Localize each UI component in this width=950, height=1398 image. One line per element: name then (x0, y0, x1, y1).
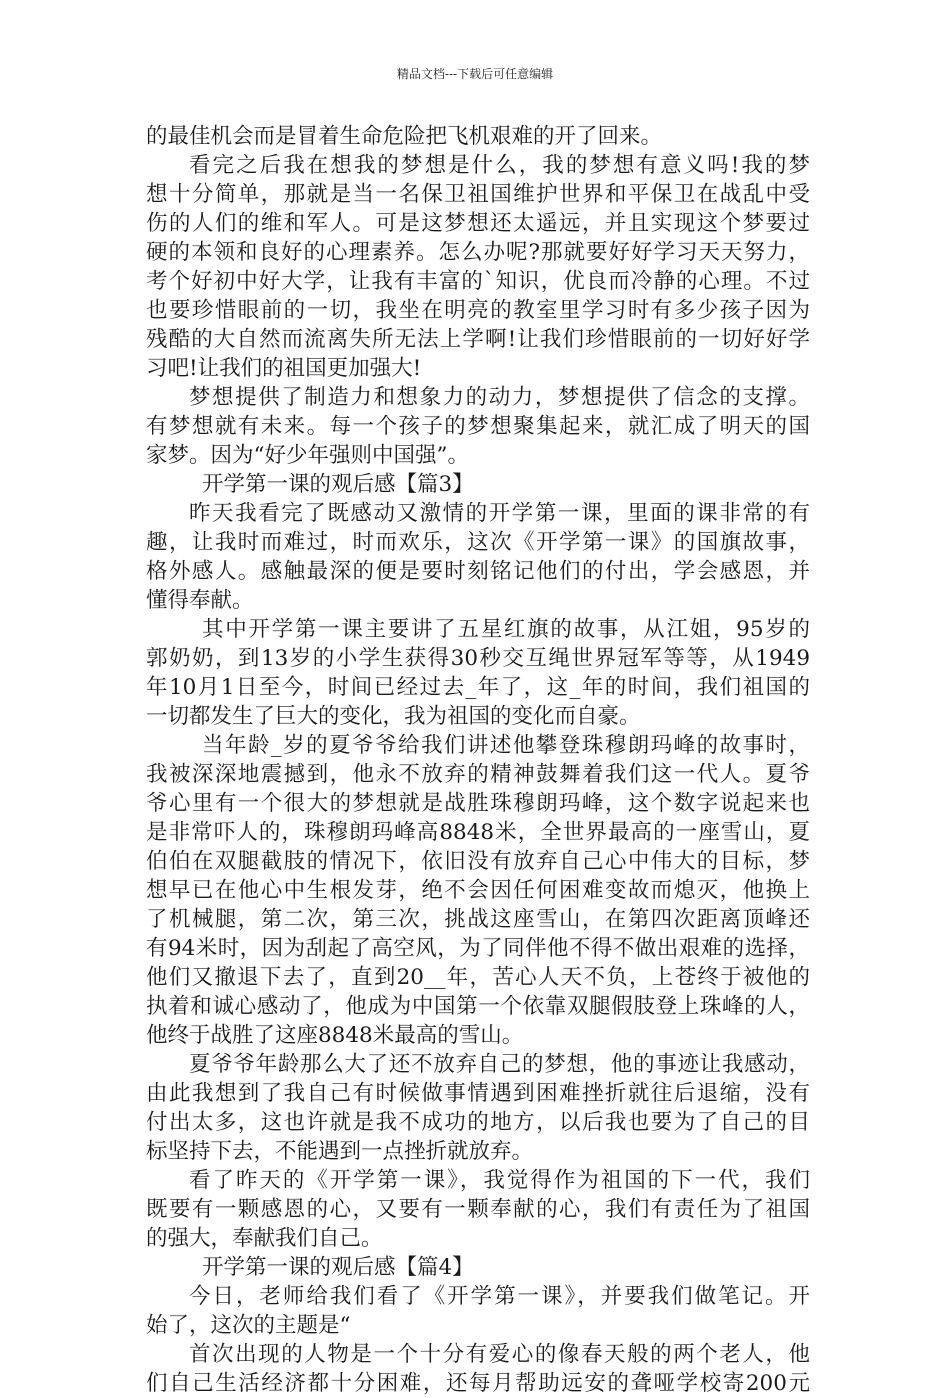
section-heading: 开学第一课的观后感【篇3】 (202, 472, 474, 497)
text-line: 是非常吓人的，珠穆朗玛峰高8848米，全世界最高的一座雪山，夏 (146, 820, 810, 845)
paragraph-start: 看完之后我在想我的梦想是什么，我的梦想有意义吗!我的梦 (189, 153, 810, 178)
paragraph-start: 今日，老师给我们看了《开学第一课》，并要我们做笔记。开 (189, 1284, 810, 1309)
document-body (146, 122, 810, 1398)
paragraph-start: 夏爷爷年龄那么大了还不放弃自己的梦想，他的事迹让我感动， (189, 1052, 810, 1077)
paragraph-start: 昨天我看完了既感动又激情的开学第一课，里面的课非常的有 (189, 501, 810, 526)
text-line: 始了，这次的主题是“ (146, 1313, 351, 1338)
text-line: 硬的本领和良好的心理素养。怎么办呢?那就要好好学习天天努力， (146, 240, 810, 265)
text-line: 懂得奉献。 (146, 588, 254, 613)
text-line: 习吧!让我们的祖国更加强大! (146, 356, 422, 381)
page-header: 精品文档---下载后可任意编辑 (396, 67, 554, 81)
text-line: 想十分简单，那就是当一名保卫祖国维护世界和平保卫在战乱中受 (146, 182, 810, 207)
text-line: 也要珍惜眼前的一切，我坐在明亮的教室里学习时有多少孩子因为 (146, 298, 810, 323)
text-line: 年10月1日至今，时间已经过去_年了，这_年的时间，我们祖国的 (146, 675, 810, 700)
text-line: 考个好初中好大学，让我有丰富的`知识，优良而冷静的心理。不过 (146, 269, 810, 294)
text-line: 付出太多，这也许就是我不成功的地方，以后我也要为了自己的目 (146, 1110, 810, 1135)
paragraph-start: 看了昨天的《开学第一课》，我觉得作为祖国的下一代，我们 (189, 1168, 810, 1193)
text-line: 的最佳机会而是冒着生命危险把飞机艰难的开了回来。 (146, 124, 663, 149)
paragraph-start: 其中开学第一课主要讲了五星红旗的故事，从江姐，95岁的 (202, 617, 810, 642)
text-line: 了机械腿，第二次，第三次，挑战这座雪山，在第四次距离顶峰还 (146, 907, 810, 932)
text-line: 他终于战胜了这座8848米最高的雪山。 (146, 1023, 524, 1048)
text-line: 想早已在他心中生根发芽，绝不会因任何困难变故而熄灭，他换上 (146, 878, 810, 903)
text-line: 爷心里有一个很大的梦想就是战胜珠穆朗玛峰，这个数字说起来也 (146, 791, 810, 816)
paragraph-start: 梦想提供了制造力和想象力的动力，梦想提供了信念的支撑。 (189, 385, 810, 410)
text-line: 标坚持下去，不能遇到一点挫折就放弃。 (146, 1139, 534, 1164)
text-line: 他们又撤退下去了，直到20__年，苦心人天不负，上苍终于被他的 (146, 965, 810, 990)
text-line: 趣，让我时而难过，时而欢乐，这次《开学第一课》的国旗故事， (146, 530, 810, 555)
paragraph-start: 当年龄_岁的夏爷爷给我们讲述他攀登珠穆朗玛峰的故事时， (202, 733, 810, 758)
text-line: 一切都发生了巨大的变化，我为祖国的变化而自豪。 (146, 704, 641, 729)
text-line: 残酷的大自然而流离失所无法上学啊!让我们珍惜眼前的一切好好学 (146, 327, 810, 352)
text-line: 有梦想就有未来。每一个孩子的梦想聚集起来，就汇成了明天的国 (146, 414, 810, 439)
text-line: 我被深深地震撼到，他永不放弃的精神鼓舞着我们这一代人。夏爷 (146, 762, 810, 787)
text-line: 郭奶奶，到13岁的小学生获得30秒交互绳世界冠军等等，从1949 (146, 646, 810, 671)
text-line: 既要有一颗感恩的心，又要有一颗奉献的心，我们有责任为了祖国 (146, 1197, 810, 1222)
text-line: 们自己生活经济都十分困难，还每月帮助远安的聋哑学校寄200元 (146, 1371, 810, 1396)
text-line: 有94米时，因为刮起了高空风，为了同伴他不得不做出艰难的选择， (146, 936, 810, 961)
text-line: 格外感人。感触最深的便是要时刻铭记他们的付出，学会感恩，并 (146, 559, 810, 584)
section-heading: 开学第一课的观后感【篇4】 (202, 1255, 474, 1280)
text-line: 执着和诚心感动了，他成为中国第一个依靠双腿假肢登上珠峰的人， (146, 994, 810, 1019)
text-line: 的强大，奉献我们自己。 (146, 1226, 383, 1251)
paragraph-start: 首次出现的人物是一个十分有爱心的像春天般的两个老人，他 (189, 1342, 810, 1367)
text-line: 由此我想到了我自己有时候做事情遇到困难挫折就往后退缩，没有 (146, 1081, 810, 1106)
text-line: 伤的人们的维和军人。可是这梦想还太遥远，并且实现这个梦要过 (146, 211, 810, 236)
text-line: 伯伯在双腿截肢的情况下，依旧没有放弃自己心中伟大的目标，梦 (146, 849, 810, 874)
text-line: 家梦。因为“好少年强则中国强”。 (146, 443, 469, 468)
